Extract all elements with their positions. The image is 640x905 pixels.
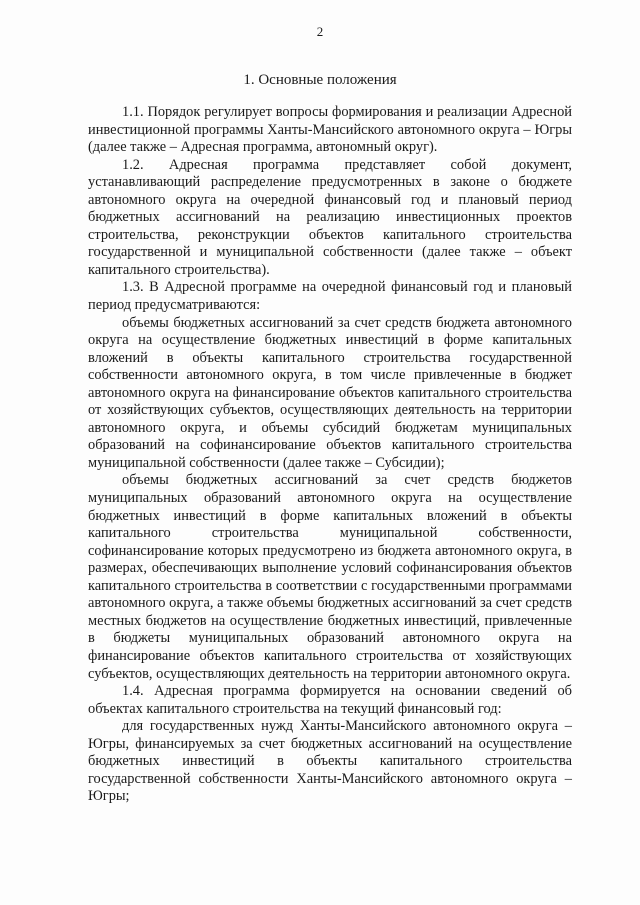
section-title: 1. Основные положения bbox=[243, 72, 397, 88]
paragraph-1-3: 1.3. В Адресной программе на очередной финансовый год и плановый период предусматриваются: bbox=[88, 279, 572, 314]
paragraph-1-2: 1.2. Адресная программа представляет собой документ, устанавливающий распределение предусмотренных в законе о бюджете автономного округа на очередной финансовый год и плановый период бюджетных ассигнований на реализацию инвестиционных проектов строительства, реконструкции объектов капитального строительства государственной и муниципальной собственности (далее также – объект капитального строительства). bbox=[88, 156, 572, 278]
paragraph-1-1: 1.1. Порядок регулирует вопросы формирования и реализации Адресной инвестиционной программы Ханты-Мансийского автономного округа – Югры (далее также – Адресная программа, автономный округ). bbox=[88, 104, 572, 156]
paragraph-1-3-item-1: объемы бюджетных ассигнований за счет средств бюджета автономного округа на осуществление бюджетных инвестиций в форме капитальных вложений в объекты капитального строительства государственной собственности автономного округа, в том числе привлеченные в бюджет автономного округа на финансирование объектов капитального строительства от хозяйствующих субъектов, осуществляющих деятельность на территории автономного округа, и объемы субсидий бюджетам муниципальных образований на софинансирование объектов капитального строительства муниципальной собственности (далее также – Субсидии); bbox=[88, 314, 572, 471]
body-text bbox=[88, 104, 572, 806]
paragraph-1-4: 1.4. Адресная программа формируется на основании сведений об объектах капитального строительства на текущий финансовый год: bbox=[88, 683, 572, 717]
paragraph-1-3-item-2: объемы бюджетных ассигнований за счет средств бюджетов муниципальных образований автономного округа на осуществление бюджетных инвестиций в форме капитальных вложений в объекты капитального строительства муниципальной собственности, софинансирование которых предусмотрено из бюджета автономного округа, в размерах, обеспечивающих выполнение условий софинансирования объектов капитального строительства в соответствии с государственными программами автономного округа, а также объемы бюджетных ассигнований за счет средств местных бюджетов на осуществление бюджетных инвестиций, привлеченные в бюджеты муниципальных образований автономного округа на финансирование объектов капитального строительства от хозяйствующих субъектов, осуществляющих деятельность на территории автономного округа. bbox=[88, 472, 572, 682]
page-number: 2 bbox=[316, 24, 324, 39]
paragraph-1-4-item-1: для государственных нужд Ханты-Мансийского автономного округа – Югры, финансируемых за счет бюджетных ассигнований на осуществление бюджетных инвестиций в объекты капитального строительства государственной собственности Ханты-Мансийского автономного округа – Югры; bbox=[88, 718, 572, 805]
